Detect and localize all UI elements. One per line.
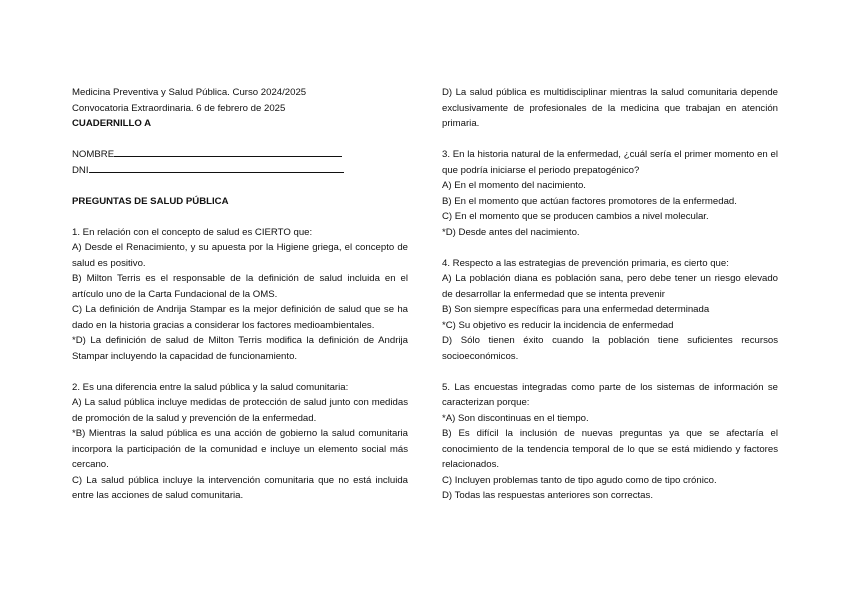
question-4: [442, 256, 778, 365]
option-b: B) Milton Terris es el responsable de la definición de salud incluida en el artículo uno de la Carta Fundacional de la OMS.: [72, 273, 408, 300]
option-d: *D) La definición de salud de Milton Terris modifica la definición de Andrija Stampar incluyendo la capacidad de funcionamiento.: [72, 335, 408, 362]
right-column: [442, 85, 778, 519]
option-a: *A) Son discontinuas en el tiempo.: [442, 412, 589, 424]
option-a: A) En el momento del nacimiento.: [442, 180, 586, 191]
question-stem: 3. En la historia natural de la enfermedad, ¿cuál sería el primer momento en el que podría iniciarse el periodo prepatogénico?: [442, 149, 778, 176]
option-b: *B) Mientras la salud pública es una acción de gobierno la salud comunitaria incorpora la participación de la comunidad e incluye un elemento social más cercano.: [72, 428, 408, 470]
name-blank: [114, 147, 342, 157]
option-a: A) Desde el Renacimiento, y su apuesta por la Higiene griega, el concepto de salud es positivo.: [72, 242, 408, 269]
question-stem: 2. Es una diferencia entre la salud pública y la salud comunitaria:: [72, 381, 349, 393]
option-a: A) La salud pública incluye medidas de protección de salud junto con medidas de promoción de la salud y prevención de la enfermedad.: [72, 397, 408, 424]
exam-session: Convocatoria Extraordinaria. 6 de febrero de 2025: [72, 102, 286, 114]
course-title: Medicina Preventiva y Salud Pública. Curso 2024/2025: [72, 87, 307, 98]
option-c: *C) Su objetivo es reducir la incidencia de enfermedad: [442, 319, 674, 331]
question-stem: 1. En relación con el concepto de salud es CIERTO que:: [72, 226, 313, 238]
option-c: C) En el momento que se producen cambios a nivel molecular.: [442, 211, 709, 222]
dni-label: DNI: [72, 164, 89, 176]
question-3: [442, 147, 778, 240]
name-label: NOMBRE: [72, 149, 115, 160]
question-stem: 4. Respecto a las estrategias de prevención primaria, es cierto que:: [442, 257, 729, 269]
option-c: C) La salud pública incluye la intervención comunitaria que no está incluida entre las acciones de salud comunitaria.: [72, 474, 408, 501]
option-d: D) Todas las respuestas anteriores son correctas.: [442, 490, 653, 501]
question-5: [442, 380, 778, 504]
option-b: B) Es difícil la inclusión de nuevas preguntas ya que se afectaría el conocimiento de la tendencia temporal de lo que se está midiendo y factores relacionados.: [442, 428, 778, 470]
question-1: [72, 225, 408, 365]
option-b: B) En el momento que actúan factores promotores de la enfermedad.: [442, 195, 737, 207]
name-field: [72, 147, 408, 163]
option-d: *D) Desde antes del nacimiento.: [442, 226, 580, 238]
option-c: C) Incluyen problemas tanto de tipo agudo como de tipo crónico.: [442, 474, 717, 486]
question-2-continued: [442, 85, 778, 132]
question-stem: 5. Las encuestas integradas como parte de los sistemas de información se caracterizan porque:: [442, 381, 778, 408]
question-2: [72, 380, 408, 504]
dni-field: [72, 163, 408, 179]
left-column: [72, 85, 408, 519]
option-b: B) Son siempre específicas para una enfermedad determinada: [442, 304, 710, 315]
option-d: D) Sólo tienen éxito cuando la población tiene suficientes recursos socioeconómicos.: [442, 335, 778, 362]
option-a: A) La población diana es población sana, pero debe tener un riesgo elevado de desarrollar la enfermedad que se intenta prevenir: [442, 273, 778, 300]
dni-blank: [89, 163, 344, 173]
section-title: PREGUNTAS DE SALUD PÚBLICA: [72, 195, 229, 207]
option-c: C) La definición de Andrija Stampar es la mejor definición de salud que se ha dado en la historia gracias a considerar los factores medioambientales.: [72, 304, 408, 331]
booklet-label: CUADERNILLO A: [72, 118, 152, 129]
option-d: D) La salud pública es multidisciplinar mientras la salud comunitaria depende exclusivamente de profesionales de la medicina que trabajan en atención primaria.: [442, 87, 778, 129]
